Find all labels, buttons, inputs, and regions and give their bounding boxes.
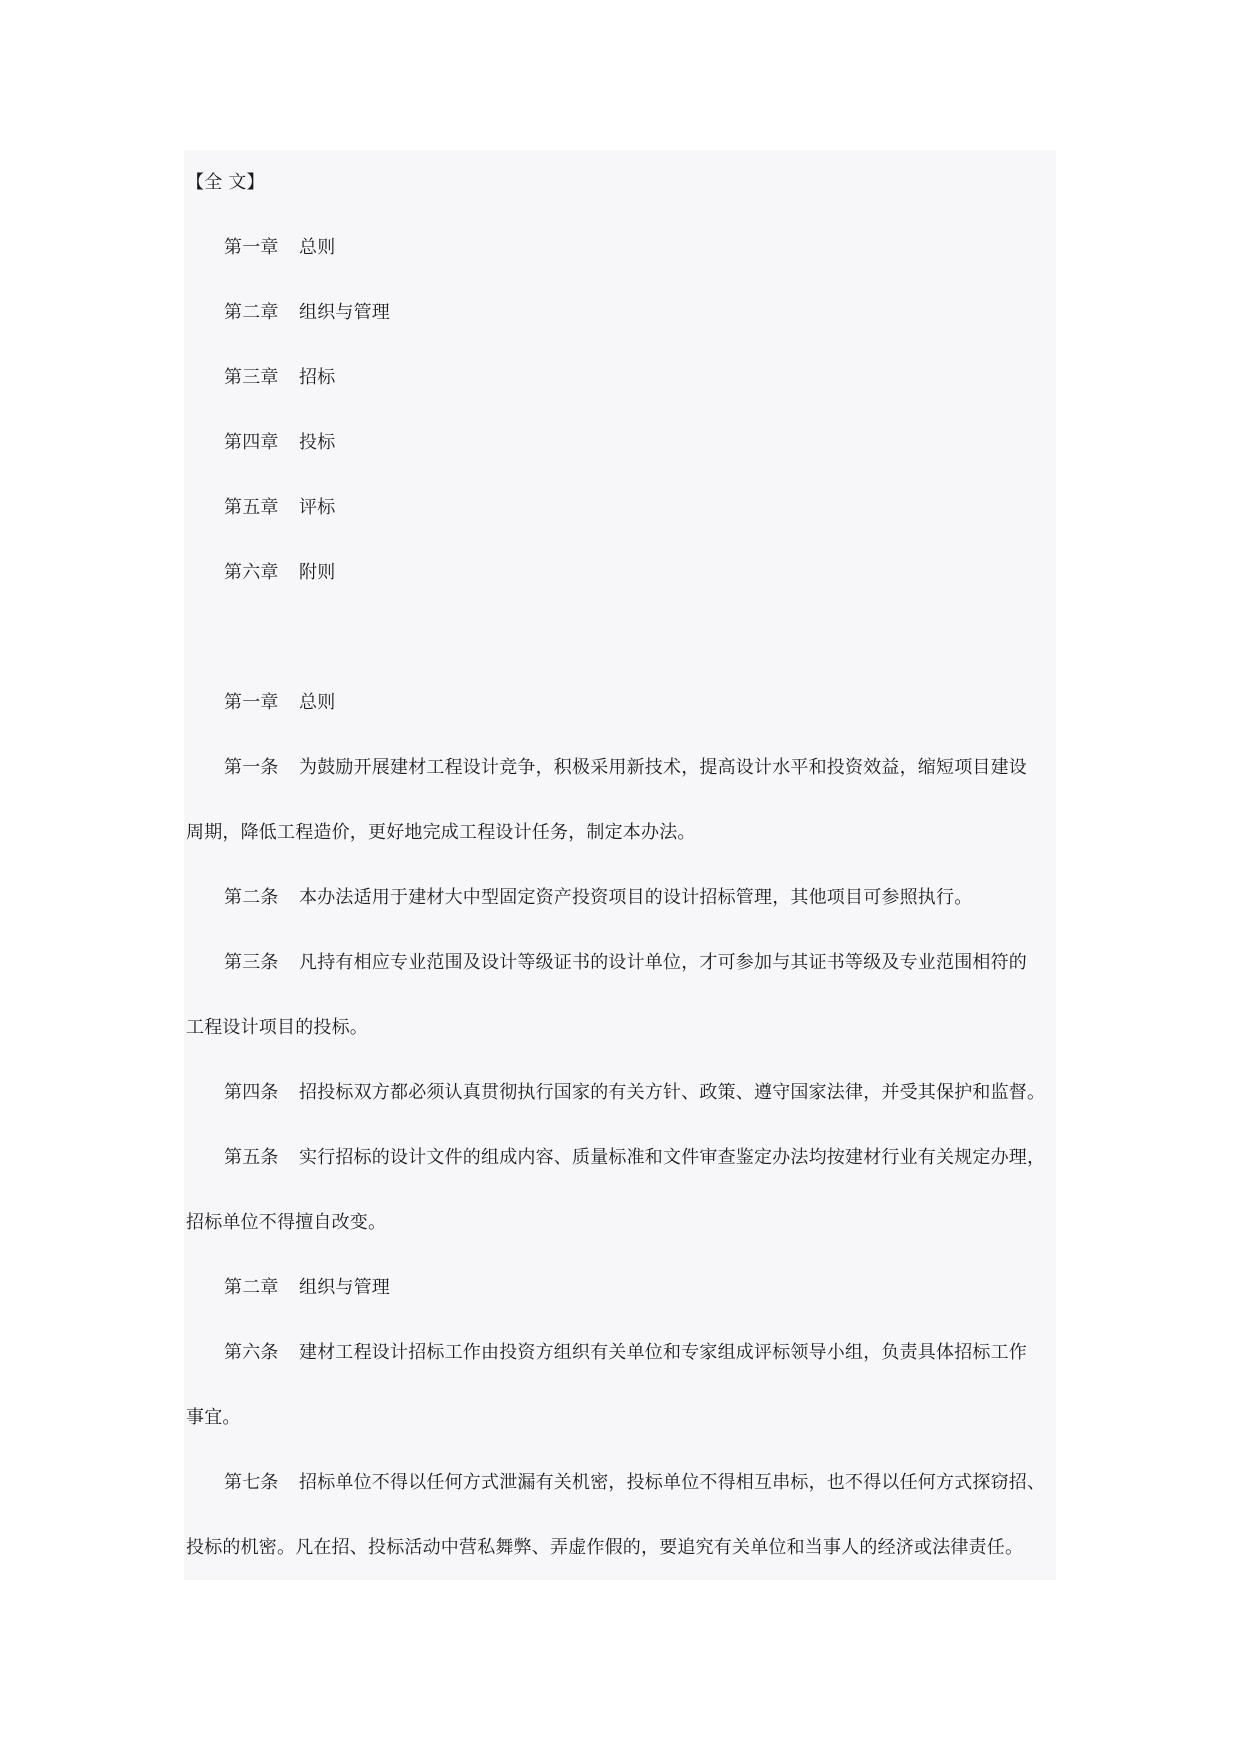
toc-chapter-title: 总则 — [299, 237, 336, 258]
article-label: 第六条 — [224, 1342, 279, 1363]
chapter-label: 第一章 — [224, 692, 279, 713]
article-text: 建材工程设计招标工作由投资方组织有关单位和专家组成评标领导小组，负责具体招标工作 — [299, 1342, 1027, 1363]
toc-item-chapter-4 — [186, 410, 1054, 475]
article-6 — [186, 1320, 1054, 1385]
toc-chapter-label: 第二章 — [224, 302, 279, 323]
toc-chapter-title: 组织与管理 — [299, 302, 390, 323]
chapter-title: 组织与管理 — [299, 1277, 390, 1298]
full-text-label: 【全 文】 — [186, 172, 265, 193]
article-text: 为鼓励开展建材工程设计竞争，积极采用新技术，提高设计水平和投资效益，缩短项目建设 — [299, 757, 1027, 778]
article-text: 本办法适用于建材大中型固定资产投资项目的设计招标管理，其他项目可参照执行。 — [299, 887, 973, 908]
toc-item-chapter-2 — [186, 280, 1054, 345]
article-5-continued: 招标单位不得擅自改变。 — [186, 1212, 387, 1233]
toc-chapter-label: 第三章 — [224, 367, 279, 388]
article-text: 凡持有相应专业范围及设计等级证书的设计单位，才可参加与其证书等级及专业范围相符的 — [299, 952, 1027, 973]
toc-chapter-label: 第四章 — [224, 432, 279, 453]
article-label: 第七条 — [224, 1472, 279, 1493]
article-label: 第一条 — [224, 757, 279, 778]
article-7-continued: 投标的机密。凡在招、投标活动中营私舞弊、弄虚作假的，要追究有关单位和当事人的经济或法律责任。 — [186, 1537, 1024, 1558]
article-1 — [186, 735, 1054, 800]
article-4 — [186, 1060, 1054, 1125]
article-6-continued: 事宜。 — [186, 1407, 241, 1428]
article-1-continued: 周期，降低工程造价，更好地完成工程设计任务，制定本办法。 — [186, 822, 696, 843]
article-3 — [186, 930, 1054, 995]
article-label: 第五条 — [224, 1147, 279, 1168]
toc-chapter-label: 第六章 — [224, 562, 279, 583]
toc-chapter-label: 第一章 — [224, 237, 279, 258]
article-3-continued: 工程设计项目的投标。 — [186, 1017, 368, 1038]
article-label: 第四条 — [224, 1082, 279, 1103]
toc-chapter-title: 评标 — [299, 497, 336, 518]
chapter-heading-2 — [186, 1255, 1054, 1320]
toc-item-chapter-6 — [186, 540, 1054, 605]
toc-chapter-title: 招标 — [299, 367, 336, 388]
toc-item-chapter-5 — [186, 475, 1054, 540]
toc-chapter-label: 第五章 — [224, 497, 279, 518]
article-7 — [186, 1450, 1054, 1515]
chapter-title: 总则 — [299, 692, 336, 713]
article-5 — [186, 1125, 1054, 1190]
chapter-heading-1 — [186, 670, 1054, 735]
article-label: 第二条 — [224, 887, 279, 908]
chapter-label: 第二章 — [224, 1277, 279, 1298]
article-2 — [186, 865, 1054, 930]
article-text: 实行招标的设计文件的组成内容、质量标准和文件审查鉴定办法均按建材行业有关规定办理， — [299, 1147, 1046, 1168]
article-label: 第三条 — [224, 952, 279, 973]
document-body — [186, 150, 1054, 1580]
toc-item-chapter-1 — [186, 215, 1054, 280]
toc-chapter-title: 投标 — [299, 432, 336, 453]
toc-chapter-title: 附则 — [299, 562, 336, 583]
article-text: 招标单位不得以任何方式泄漏有关机密，投标单位不得相互串标，也不得以任何方式探窃招、 — [299, 1472, 1046, 1493]
article-text: 招投标双方都必须认真贯彻执行国家的有关方针、政策、遵守国家法律，并受其保护和监督。 — [299, 1082, 1046, 1103]
blank-line — [186, 605, 1054, 670]
toc-item-chapter-3 — [186, 345, 1054, 410]
